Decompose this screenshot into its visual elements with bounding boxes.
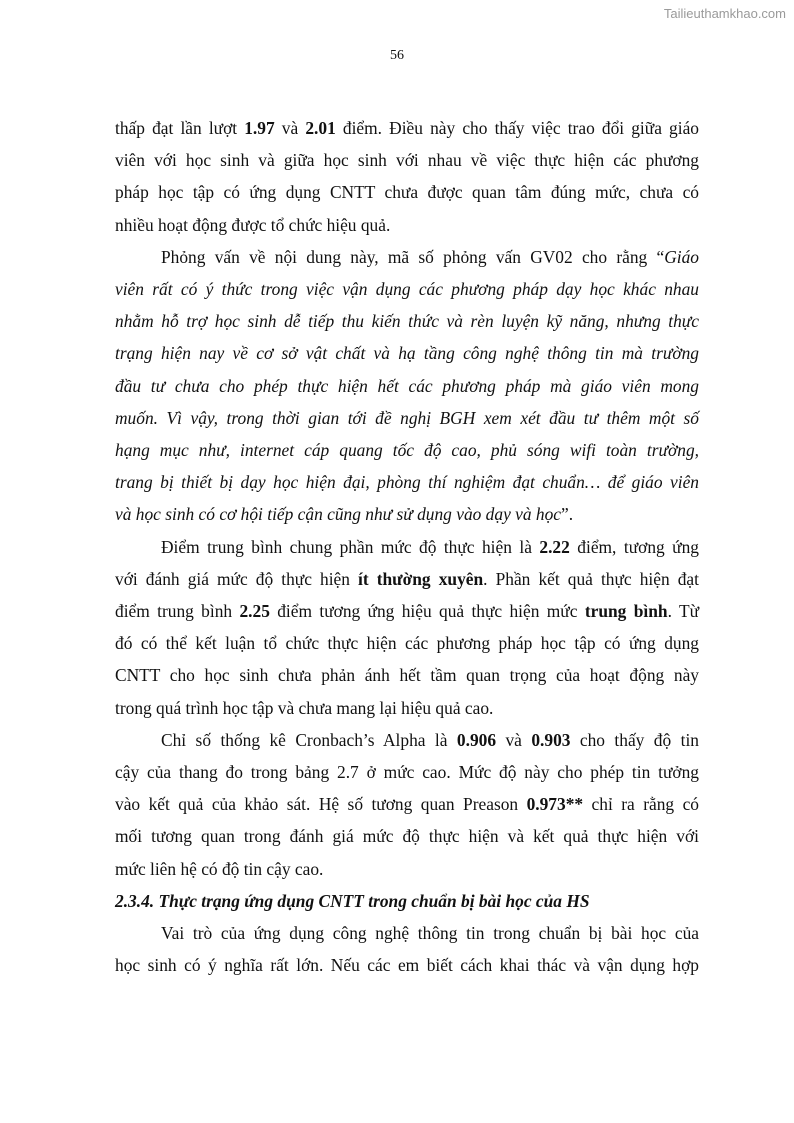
text-line: pháp học tập có ứng dụng CNTT chưa được quan tâm đúng mức, chưa có xyxy=(115,182,699,203)
statistic-value: 0.903 xyxy=(531,729,571,750)
text-line: vào kết quả của khảo sát. Hệ số tương quan Preason 0.973** chỉ ra rằng có xyxy=(115,794,699,815)
text-line: viên với học sinh và giữa học sinh với nhau về việc thực hiện các phương xyxy=(115,150,699,171)
text-line: với đánh giá mức độ thực hiện ít thường xuyên. Phần kết quả thực hiện đạt xyxy=(115,568,699,589)
watermark: Tailieuthamkhao.com xyxy=(663,6,786,21)
quote-line: đầu tư chưa cho phép thực hiện hết các phương pháp mà giáo viên mong xyxy=(115,375,699,396)
text-line: Phỏng vấn về nội dung này, mã số phỏng vấn GV02 cho rằng “Giáo xyxy=(161,246,699,267)
quote-line: trạng hiện nay về cơ sở vật chất và hạ tầng công nghệ thông tin mà trường xyxy=(115,343,699,364)
text-line: Chỉ số thống kê Cronbach’s Alpha là 0.906 và 0.903 cho thấy độ tin xyxy=(161,729,699,750)
document-body xyxy=(115,112,699,981)
score-value: 2.01 xyxy=(305,118,336,138)
rating-label: trung bình xyxy=(584,601,668,622)
text-line: CNTT cho học sinh chưa phản ánh hết tầm quan trọng của hoạt động này xyxy=(115,665,699,686)
quote-line: hạng mục như, internet cáp quang tốc độ cao, phủ sóng wifi toàn trường, xyxy=(115,440,699,461)
score-value: 2.22 xyxy=(539,536,570,557)
rating-label: ít thường xuyên xyxy=(358,568,484,589)
text-line: nhiều hoạt động được tổ chức hiệu quả. xyxy=(115,214,391,235)
quote-line: viên rất có ý thức trong việc vận dụng các phương pháp dạy học khác nhau xyxy=(115,279,699,300)
text-line: mối tương quan trong đánh giá mức độ thực hiện và kết quả thực hiện với xyxy=(115,826,699,847)
text-line: Vai trò của ứng dụng công nghệ thông tin trong chuẩn bị bài học của xyxy=(161,923,699,944)
score-value: 1.97 xyxy=(244,118,275,138)
text-line: học sinh có ý nghĩa rất lớn. Nếu các em biết cách khai thác và vận dụng hợp xyxy=(115,955,699,976)
quote-line: và học sinh có cơ hội tiếp cận cũng như sử dụng vào dạy và học”. xyxy=(115,504,574,525)
text-line: điểm trung bình 2.25 điểm tương ứng hiệu quả thực hiện mức trung bình. Từ xyxy=(115,601,699,622)
paragraph-3 xyxy=(115,531,699,724)
quote-line: muốn. Vì vậy, trong thời gian tới đề nghị BGH xem xét đầu tư thêm một số xyxy=(115,407,699,428)
text-line: trong quá trình học tập và chưa mang lại hiệu quả cao. xyxy=(115,697,494,718)
paragraph-1 xyxy=(115,112,699,241)
text-line: Điểm trung bình chung phần mức độ thực hiện là 2.22 điểm, tương ứng xyxy=(161,536,699,557)
score-value: 2.25 xyxy=(239,601,270,622)
text-line: mức liên hệ có độ tin cậy cao. xyxy=(115,858,324,879)
paragraph-4 xyxy=(115,724,699,885)
paragraph-2-interview xyxy=(115,241,699,531)
page-number: 56 xyxy=(390,48,404,63)
section-heading: 2.3.4. Thực trạng ứng dụng CNTT trong chuẩn bị bài học của HS xyxy=(115,890,590,911)
statistic-value: 0.906 xyxy=(456,729,497,750)
text-line: thấp đạt lần lượt 1.97 và 2.01 điểm. Điều này cho thấy việc trao đổi giữa giáo xyxy=(115,118,699,138)
statistic-value: 0.973** xyxy=(526,794,584,815)
text-line: cậy của thang đo trong bảng 2.7 ở mức cao. Mức độ này cho phép tin tưởng xyxy=(115,762,699,783)
quote-line: nhằm hỗ trợ học sinh dễ tiếp thu kiến thức và rèn luyện kỹ năng, nhưng thực xyxy=(115,311,699,332)
quote-line: trang bị thiết bị dạy học hiện đại, phòng thí nghiệm đạt chuẩn… để giáo viên xyxy=(115,472,699,493)
text-line: đó có thể kết luận tổ chức thực hiện các phương pháp học tập có ứng dụng xyxy=(115,633,699,654)
paragraph-5 xyxy=(115,917,699,981)
